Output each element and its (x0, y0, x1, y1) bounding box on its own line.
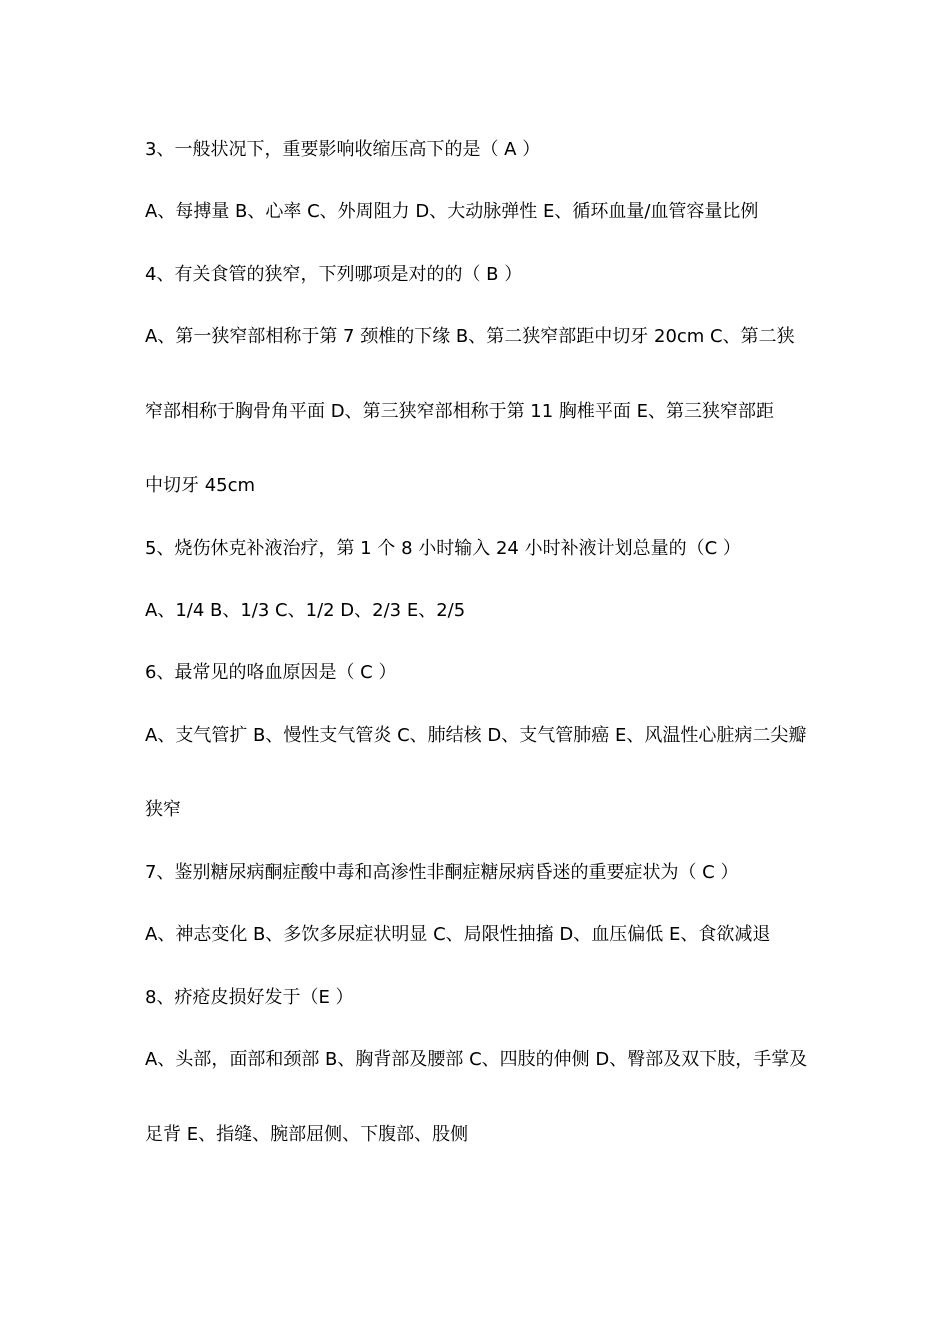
question-4: 4、有关食管的狭窄，下列哪项是对的的（ B ） (145, 264, 523, 285)
question-7: 7、鉴别糖尿病酮症酸中毒和高渗性非酮症糖尿病昏迷的重要症状为（ C ） (145, 862, 739, 883)
question-6-options-line-2: 狭窄 (145, 799, 181, 820)
question-3-options: A、每搏量 B、心率 C、外周阻力 D、大动脉弹性 E、循环血量/血管容量比例 (145, 201, 759, 222)
question-7-options: A、神志变化 B、多饮多尿症状明显 C、局限性抽搐 D、血压偏低 E、食欲减退 (145, 924, 771, 945)
question-8: 8、疥疮皮损好发于（E ） (145, 987, 354, 1008)
question-4-options-line-1: A、第一狭窄部相称于第 7 颈椎的下缘 B、第二狭窄部距中切牙 20cm C、第二狭 (145, 326, 795, 347)
question-8-options-line-2: 足背 E、指缝、腕部屈侧、下腹部、股侧 (145, 1124, 469, 1145)
question-5-options: A、1/4 B、1/3 C、1/2 D、2/3 E、2/5 (145, 600, 466, 621)
question-4-options-line-3: 中切牙 45cm (145, 475, 256, 496)
question-4-options-line-2: 窄部相称于胸骨角平面 D、第三狭窄部相称于第 11 胸椎平面 E、第三狭窄部距 (145, 401, 775, 422)
question-8-options-line-1: A、头部，面部和颈部 B、胸背部及腰部 C、四肢的伸侧 D、臀部及双下肢，手掌及 (145, 1049, 808, 1070)
question-5: 5、烧伤休克补液治疗，第 1 个 8 小时输入 24 小时补液计划总量的（C ） (145, 538, 741, 559)
question-6-options-line-1: A、支气管扩 B、慢性支气管炎 C、肺结核 D、支气管肺癌 E、风温性心脏病二尖瓣 (145, 725, 807, 746)
question-3: 3、一般状况下，重要影响收缩压高下的是（ A ） (145, 139, 541, 160)
question-6: 6、最常见的咯血原因是（ C ） (145, 662, 397, 683)
